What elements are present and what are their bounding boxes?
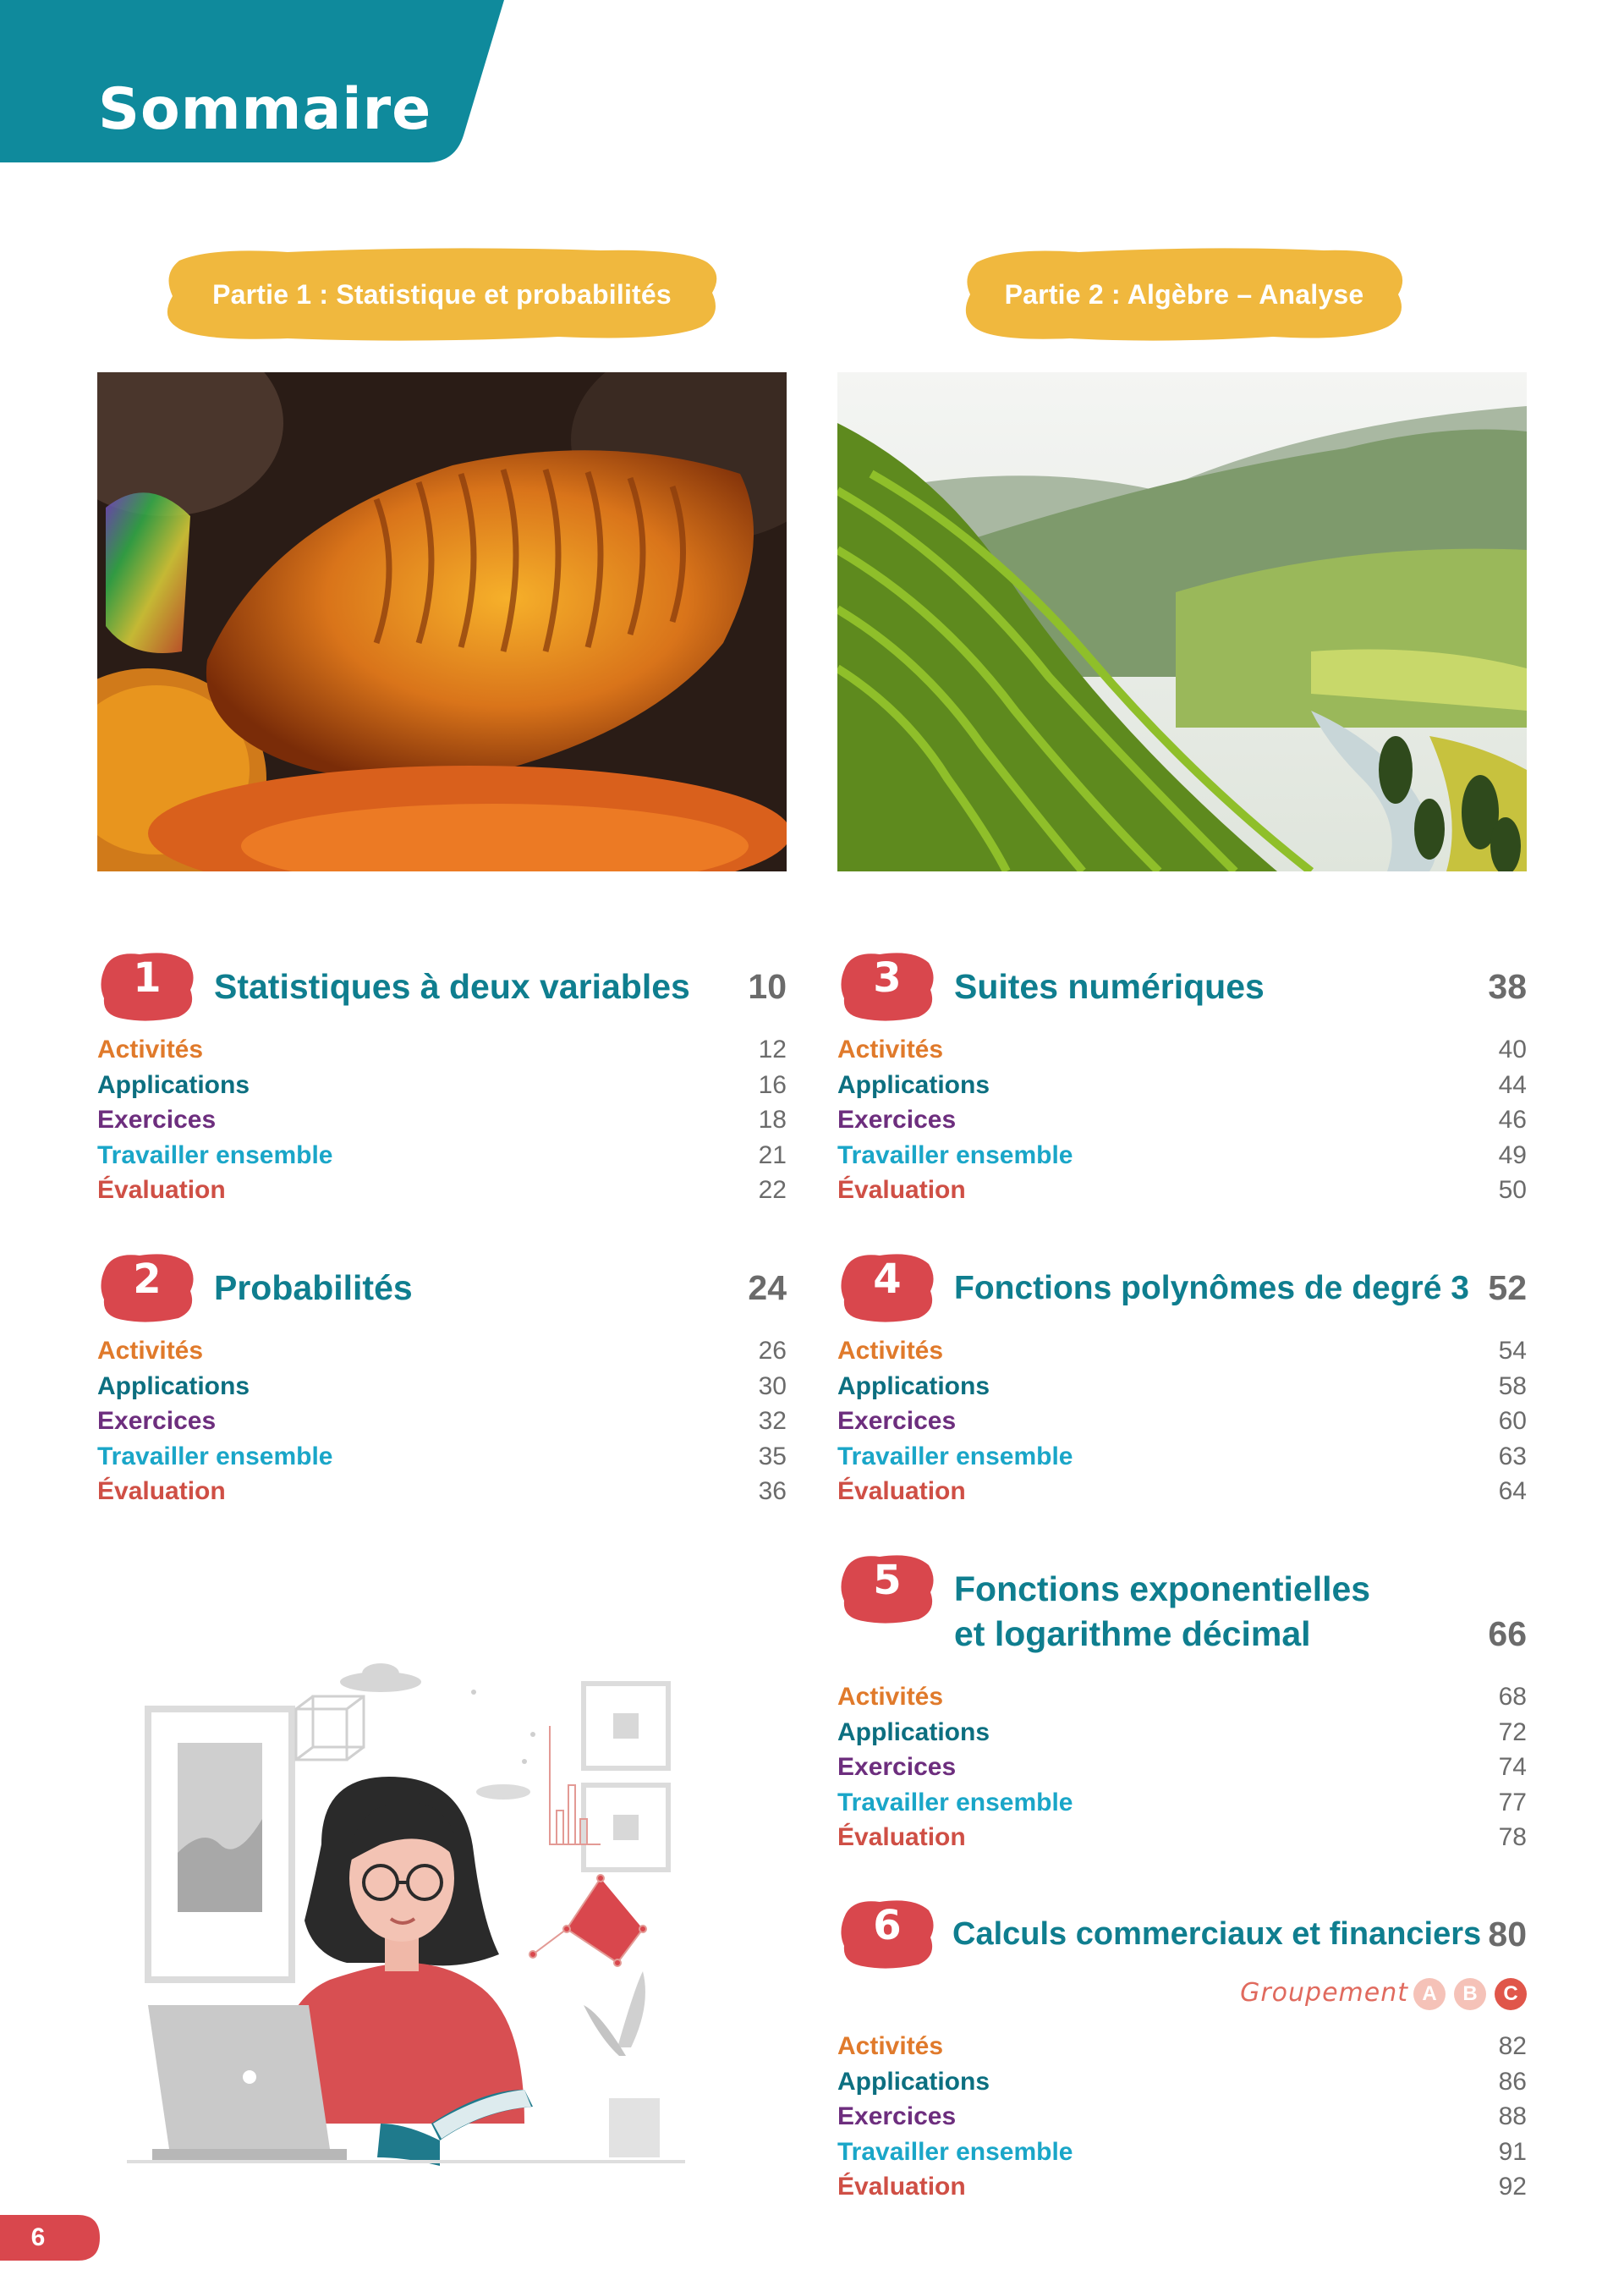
chapter-page: 66 bbox=[1488, 1614, 1527, 1653]
item-applications[interactable]: Applications bbox=[837, 1717, 990, 1746]
item-activites[interactable]: Activités bbox=[837, 1683, 944, 1711]
groupement-c-badge: C bbox=[1495, 1978, 1527, 2010]
chapter-title-line-2: et logarithme décimal bbox=[954, 1614, 1311, 1653]
list-item bbox=[97, 1439, 787, 1475]
chapter-number-badge bbox=[837, 1249, 937, 1323]
chapter-number-badge bbox=[837, 1550, 937, 1624]
item-exercices[interactable]: Exercices bbox=[97, 1407, 217, 1435]
page-title: Sommaire bbox=[98, 76, 432, 143]
chapter-title[interactable]: Calculs commerciaux et financiers bbox=[952, 1916, 1482, 1952]
groupement-a-badge: A bbox=[1413, 1978, 1446, 2010]
item-exercices[interactable]: Exercices bbox=[837, 1753, 957, 1781]
item-page: 60 bbox=[1498, 1407, 1527, 1435]
chapter-number: 3 bbox=[873, 954, 902, 1002]
item-travailler-ensemble[interactable]: Travailler ensemble bbox=[837, 1442, 1073, 1470]
list-item bbox=[97, 1474, 787, 1509]
item-page: 63 bbox=[1498, 1442, 1527, 1470]
chapter-page: 52 bbox=[1488, 1268, 1527, 1307]
chapter-title-line-1: Fonctions exponentielles bbox=[954, 1569, 1371, 1608]
list-item bbox=[837, 1715, 1527, 1750]
item-exercices[interactable]: Exercices bbox=[837, 1106, 957, 1134]
chapter-number-badge bbox=[837, 948, 937, 1022]
item-activites[interactable]: Activités bbox=[97, 1036, 204, 1063]
chapter-3 bbox=[837, 948, 1527, 1208]
page-number: 6 bbox=[30, 2223, 46, 2251]
groupement-b-badge: B bbox=[1454, 1978, 1486, 2010]
chapter-1 bbox=[97, 948, 787, 1208]
item-evaluation[interactable]: Évaluation bbox=[837, 1477, 966, 1505]
chapter-number: 1 bbox=[133, 954, 162, 1002]
item-applications[interactable]: Applications bbox=[97, 1070, 250, 1099]
item-exercices[interactable]: Exercices bbox=[837, 1407, 957, 1435]
part-2-label bbox=[960, 244, 1408, 345]
item-page: 50 bbox=[1498, 1176, 1527, 1204]
list-item bbox=[97, 1173, 787, 1208]
chapter-6 bbox=[837, 1895, 1527, 2205]
item-travailler-ensemble[interactable]: Travailler ensemble bbox=[837, 2137, 1073, 2166]
item-page: 82 bbox=[1498, 2032, 1527, 2060]
chapter-title[interactable] bbox=[954, 1567, 1370, 1657]
rice-terraces-photo bbox=[837, 372, 1527, 871]
groupement-row bbox=[837, 1973, 1527, 2024]
list-item bbox=[97, 1369, 787, 1404]
chapter-4 bbox=[837, 1249, 1527, 1509]
item-page: 54 bbox=[1498, 1337, 1527, 1365]
item-page: 26 bbox=[758, 1337, 787, 1365]
list-item bbox=[837, 1785, 1527, 1821]
chapter-number: 6 bbox=[873, 1902, 902, 1949]
item-travailler-ensemble[interactable]: Travailler ensemble bbox=[837, 1788, 1073, 1816]
chapter-number-badge bbox=[837, 1895, 937, 1970]
list-item bbox=[97, 1032, 787, 1068]
chapter-title[interactable]: Fonctions polynômes de degré 3 bbox=[954, 1270, 1469, 1306]
item-page: 68 bbox=[1498, 1683, 1527, 1711]
item-travailler-ensemble[interactable]: Travailler ensemble bbox=[97, 1140, 333, 1169]
list-item bbox=[837, 2099, 1527, 2135]
chapter-page: 10 bbox=[748, 967, 787, 1006]
item-applications[interactable]: Applications bbox=[837, 2067, 990, 2096]
item-page: 78 bbox=[1498, 1823, 1527, 1851]
list-item bbox=[97, 1068, 787, 1103]
chapter-number-badge bbox=[97, 948, 197, 1022]
part-1-label bbox=[161, 244, 723, 345]
item-applications[interactable]: Applications bbox=[837, 1070, 990, 1099]
list-item bbox=[837, 2135, 1527, 2170]
item-page: 91 bbox=[1498, 2137, 1527, 2166]
item-exercices[interactable]: Exercices bbox=[837, 2102, 957, 2130]
list-item bbox=[837, 2029, 1527, 2064]
list-item bbox=[97, 1404, 787, 1439]
fossil-photo bbox=[97, 372, 787, 871]
part-1-label-text: Partie 1 : Statistique et probabilités bbox=[212, 278, 672, 310]
item-page: 77 bbox=[1498, 1788, 1527, 1816]
chapter-number: 5 bbox=[873, 1557, 902, 1604]
item-page: 74 bbox=[1498, 1753, 1527, 1781]
chapter-page: 24 bbox=[748, 1268, 787, 1307]
item-page: 44 bbox=[1498, 1070, 1527, 1099]
item-page: 49 bbox=[1498, 1140, 1527, 1169]
student-illustration bbox=[127, 1650, 685, 2174]
chapter-number: 2 bbox=[133, 1256, 162, 1303]
chapter-title[interactable]: Probabilités bbox=[214, 1268, 413, 1307]
item-activites[interactable]: Activités bbox=[837, 1337, 944, 1365]
list-item bbox=[837, 1404, 1527, 1439]
list-item bbox=[837, 1820, 1527, 1855]
list-item bbox=[837, 1102, 1527, 1138]
list-item bbox=[837, 1333, 1527, 1369]
item-page: 92 bbox=[1498, 2173, 1527, 2201]
item-page: 72 bbox=[1498, 1717, 1527, 1746]
item-page: 86 bbox=[1498, 2067, 1527, 2096]
list-item bbox=[837, 2064, 1527, 2100]
list-item bbox=[837, 1369, 1527, 1404]
item-evaluation[interactable]: Évaluation bbox=[837, 1176, 966, 1204]
list-item bbox=[837, 1474, 1527, 1509]
item-page: 32 bbox=[758, 1407, 787, 1435]
chapter-number: 4 bbox=[873, 1256, 902, 1303]
chapter-title[interactable]: Statistiques à deux variables bbox=[214, 967, 690, 1006]
item-page: 30 bbox=[758, 1371, 787, 1400]
item-exercices[interactable]: Exercices bbox=[97, 1106, 217, 1134]
item-page: 16 bbox=[758, 1070, 787, 1099]
item-travailler-ensemble[interactable]: Travailler ensemble bbox=[97, 1442, 333, 1470]
item-page: 18 bbox=[758, 1106, 787, 1134]
list-item bbox=[837, 1750, 1527, 1785]
list-item bbox=[837, 1068, 1527, 1103]
list-item bbox=[837, 1138, 1527, 1173]
list-item bbox=[837, 1679, 1527, 1715]
item-page: 64 bbox=[1498, 1477, 1527, 1505]
item-evaluation[interactable]: Évaluation bbox=[837, 1823, 966, 1851]
chapter-5 bbox=[837, 1550, 1527, 1855]
item-activites[interactable]: Activités bbox=[837, 2032, 944, 2060]
item-page: 46 bbox=[1498, 1106, 1527, 1134]
chapter-number-badge bbox=[97, 1249, 197, 1323]
item-evaluation[interactable]: Évaluation bbox=[97, 1477, 226, 1505]
chapter-2 bbox=[97, 1249, 787, 1509]
item-applications[interactable]: Applications bbox=[837, 1371, 990, 1400]
item-evaluation[interactable]: Évaluation bbox=[837, 2173, 966, 2201]
item-evaluation[interactable]: Évaluation bbox=[97, 1176, 226, 1204]
list-item bbox=[97, 1138, 787, 1173]
chapter-page: 80 bbox=[1488, 1915, 1527, 1954]
list-item bbox=[97, 1333, 787, 1369]
item-activites[interactable]: Activités bbox=[97, 1337, 204, 1365]
part-2-label-text: Partie 2 : Algèbre – Analyse bbox=[1004, 278, 1364, 310]
item-page: 58 bbox=[1498, 1371, 1527, 1400]
list-item bbox=[837, 2169, 1527, 2205]
list-item bbox=[97, 1102, 787, 1138]
item-page: 88 bbox=[1498, 2102, 1527, 2130]
list-item bbox=[837, 1439, 1527, 1475]
item-applications[interactable]: Applications bbox=[97, 1371, 250, 1400]
item-page: 36 bbox=[758, 1477, 787, 1505]
chapter-title[interactable]: Suites numériques bbox=[954, 967, 1265, 1006]
item-page: 35 bbox=[758, 1442, 787, 1470]
item-page: 22 bbox=[758, 1176, 787, 1204]
groupement-label: Groupement bbox=[1240, 1978, 1408, 2008]
item-page: 12 bbox=[758, 1036, 787, 1063]
list-item bbox=[837, 1173, 1527, 1208]
list-item bbox=[837, 1032, 1527, 1068]
item-activites[interactable]: Activités bbox=[837, 1036, 944, 1063]
item-page: 21 bbox=[758, 1140, 787, 1169]
chapter-page: 38 bbox=[1488, 967, 1527, 1006]
item-page: 40 bbox=[1498, 1036, 1527, 1063]
item-travailler-ensemble[interactable]: Travailler ensemble bbox=[837, 1140, 1073, 1169]
